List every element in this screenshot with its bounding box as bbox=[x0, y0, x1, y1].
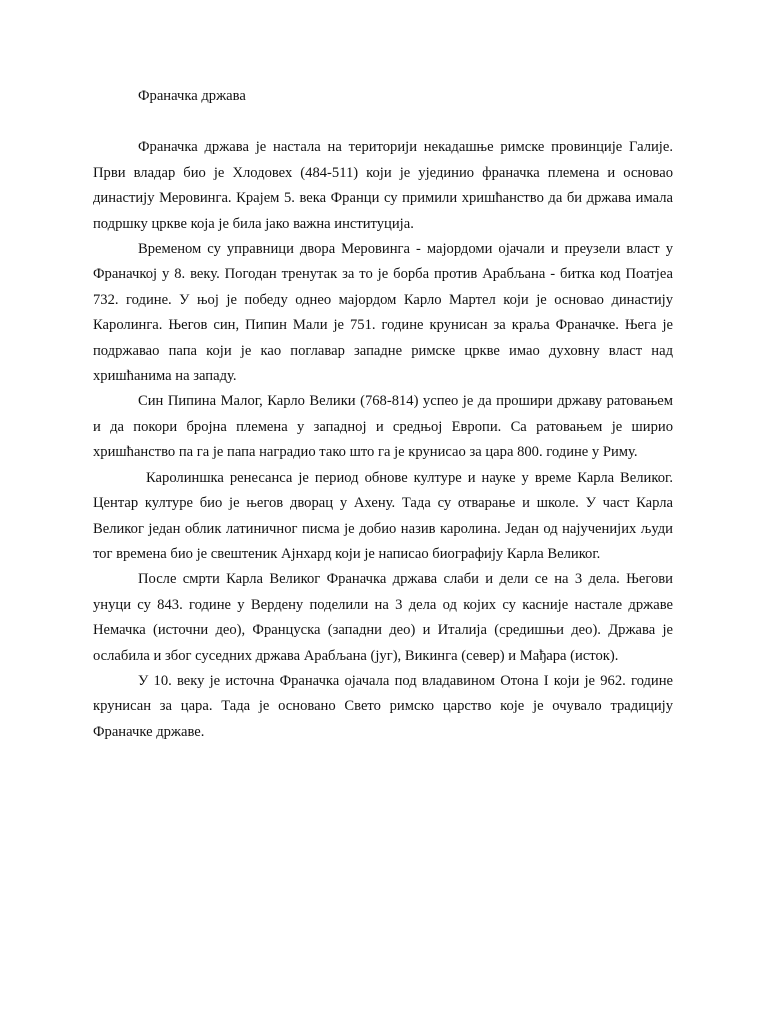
paragraph-holy-roman-empire: У 10. веку је источна Франачка ојачала под владавином Отона I који је 962. године крунисан за цара. Тада је основано Свето римско царство које је очувало традицију Франачке државе. bbox=[93, 672, 673, 740]
paragraph-mayors-of-palace: Временом су управници двора Меровинга - мајордоми ојачали и преузели власт у Франачкој у 8. веку. Погодан тренутак за то је борба против Арабљана - битка код Поатјеа 732. године. У њој је победу однео мајордом Карло Мартел који је основао династију Каролинга. Његов син, Пипин Мали је 751. године крунисан за краља Франачке. Њега је подржавао папа који је као поглавар западне римске цркве имао духовну власт над хришћанима на западу. bbox=[93, 241, 673, 385]
paragraph-carolingian-renaissance: Каролиншка ренесанса је период обнове културе и науке у време Карла Великог. Центар културе био је његов дворац у Ахену. Тада су отварање и школе. У част Карла Великог један облик латиничног писма је добио назив каролина. Један од најученијих људи тог времена био је свештеник Ајнхард који је написао биографију Карла Великог. bbox=[93, 469, 673, 562]
paragraph-charlemagne: Син Пипина Малог, Карло Велики (768-814) успео је да прошири државу ратовањем и да покори бројна племена у западној и средњој Европи. Са ратовањем је ширио хришћанство па га је папа наградио тако што га је крунисао за цара 800. године у Риму. bbox=[93, 393, 673, 461]
document-body bbox=[93, 84, 673, 745]
paragraph-frankish-origins: Франачка држава је настала на територији некадашње римске провинције Галије. Први владар био је Хлодовех (484-511) који је ујединио франачка племена и основао династију Меровинга. Крајем 5. века Франци су примили хришћанство да би држава имала подршку цркве која је била јако важна институција. bbox=[93, 139, 673, 232]
document-title: Франачка држава bbox=[138, 88, 246, 104]
paragraph-division-verdun: После смрти Карла Великог Франачка држава слаби и дели се на 3 дела. Његови унуци су 843. године у Вердену поделили на 3 дела од којих су касније настале државе Немачка (источни део), Француска (западни део) и Италија (средишњи део). Држава је ослабила и због суседних држава Арабљана (југ), Викинга (север) и Мађара (исток). bbox=[93, 571, 673, 664]
